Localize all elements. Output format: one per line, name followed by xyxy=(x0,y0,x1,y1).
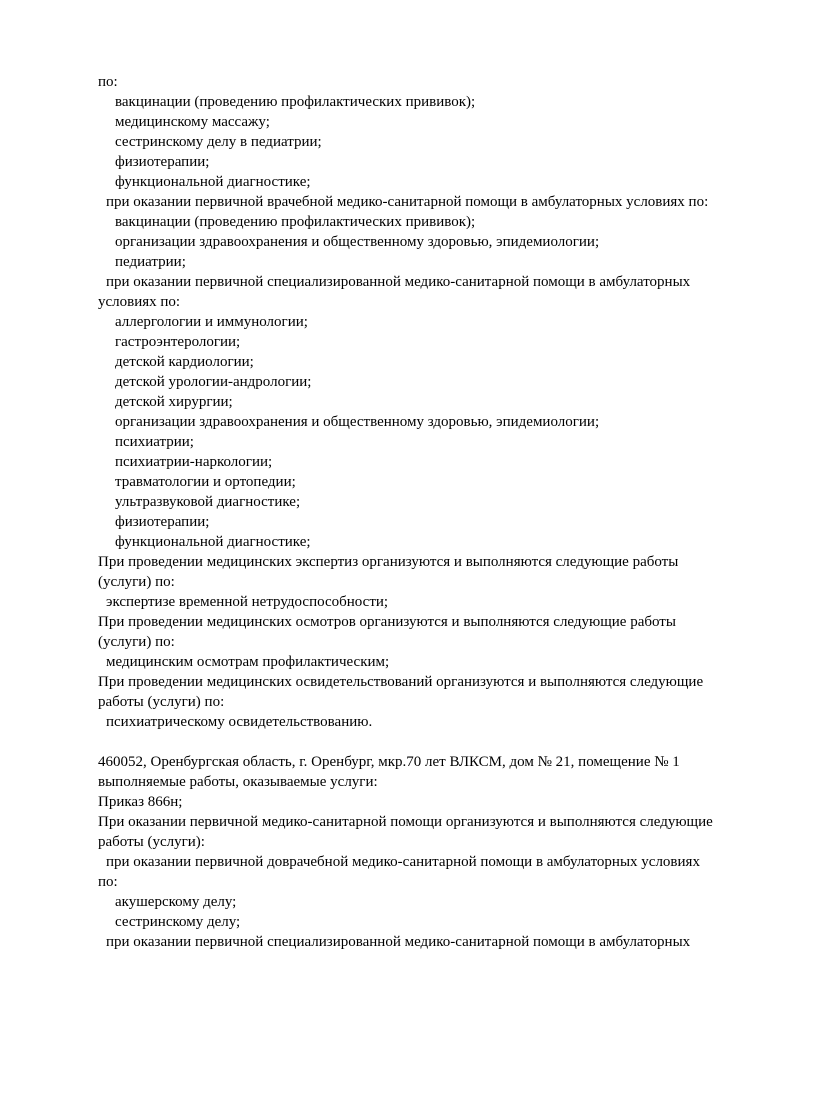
document-line: При проведении медицинских экспертиз организуются и выполняются следующие работы xyxy=(98,554,679,570)
document-line: травматологии и ортопедии; xyxy=(115,474,296,490)
document-line: При проведении медицинских освидетельствований организуются и выполняются следующие xyxy=(98,674,704,690)
document-line: вакцинации (проведению профилактических прививок); xyxy=(115,94,476,110)
document-line: при оказании первичной специализированной медико-санитарной помощи в амбулаторных xyxy=(106,934,691,950)
document-line: функциональной диагностике; xyxy=(115,534,311,550)
document-line: медицинскому массажу; xyxy=(115,114,270,130)
document-line: сестринскому делу; xyxy=(115,914,241,930)
document-line: психиатрическому освидетельствованию. xyxy=(106,714,373,730)
document-line: психиатрии-наркологии; xyxy=(115,454,273,470)
document-line: (услуги) по: xyxy=(98,634,175,650)
document-line: организации здравоохранения и общественному здоровью, эпидемиологии; xyxy=(115,414,600,430)
document-line: При оказании первичной медико-санитарной помощи организуются и выполняются следующие xyxy=(98,814,713,830)
document-line: педиатрии; xyxy=(115,254,186,270)
document-line: физиотерапии; xyxy=(115,154,210,170)
document-line: медицинским осмотрам профилактическим; xyxy=(106,654,390,670)
document-line: сестринскому делу в педиатрии; xyxy=(115,134,322,150)
document-line: при оказании первичной доврачебной медико-санитарной помощи в амбулаторных условиях xyxy=(106,854,700,870)
document-line: работы (услуги) по: xyxy=(98,694,225,710)
document-line: детской хирургии; xyxy=(115,394,233,410)
document-line: Приказ 866н; xyxy=(98,794,183,810)
document-page xyxy=(98,72,788,952)
document-line: работы (услуги): xyxy=(98,834,205,850)
document-line: условиях по: xyxy=(98,294,181,310)
document-line: организации здравоохранения и общественному здоровью, эпидемиологии; xyxy=(115,234,600,250)
document-line: экспертизе временной нетрудоспособности; xyxy=(106,594,389,610)
document-line: при оказании первичной врачебной медико-санитарной помощи в амбулаторных условиях по: xyxy=(106,194,709,210)
document-line: выполняемые работы, оказываемые услуги: xyxy=(98,774,378,790)
blank-line xyxy=(98,732,788,752)
document-line: При проведении медицинских осмотров организуются и выполняются следующие работы xyxy=(98,614,676,630)
document-line: по: xyxy=(98,874,118,890)
document-line: детской урологии-андрологии; xyxy=(115,374,312,390)
document-line: функциональной диагностике; xyxy=(115,174,311,190)
document-line: при оказании первичной специализированной медико-санитарной помощи в амбулаторных xyxy=(106,274,691,290)
document-line: по: xyxy=(98,74,118,90)
document-line: акушерскому делу; xyxy=(115,894,237,910)
document-line: психиатрии; xyxy=(115,434,194,450)
document-line: физиотерапии; xyxy=(115,514,210,530)
document-line: вакцинации (проведению профилактических прививок); xyxy=(115,214,476,230)
document-line: аллергологии и иммунологии; xyxy=(115,314,308,330)
document-line: 460052, Оренбургская область, г. Оренбург, мкр.70 лет ВЛКСМ, дом № 21, помещение № 1 xyxy=(98,754,680,770)
document-line: детской кардиологии; xyxy=(115,354,254,370)
document-line: гастроэнтерологии; xyxy=(115,334,241,350)
document-line: (услуги) по: xyxy=(98,574,175,590)
document-line: ультразвуковой диагностике; xyxy=(115,494,301,510)
